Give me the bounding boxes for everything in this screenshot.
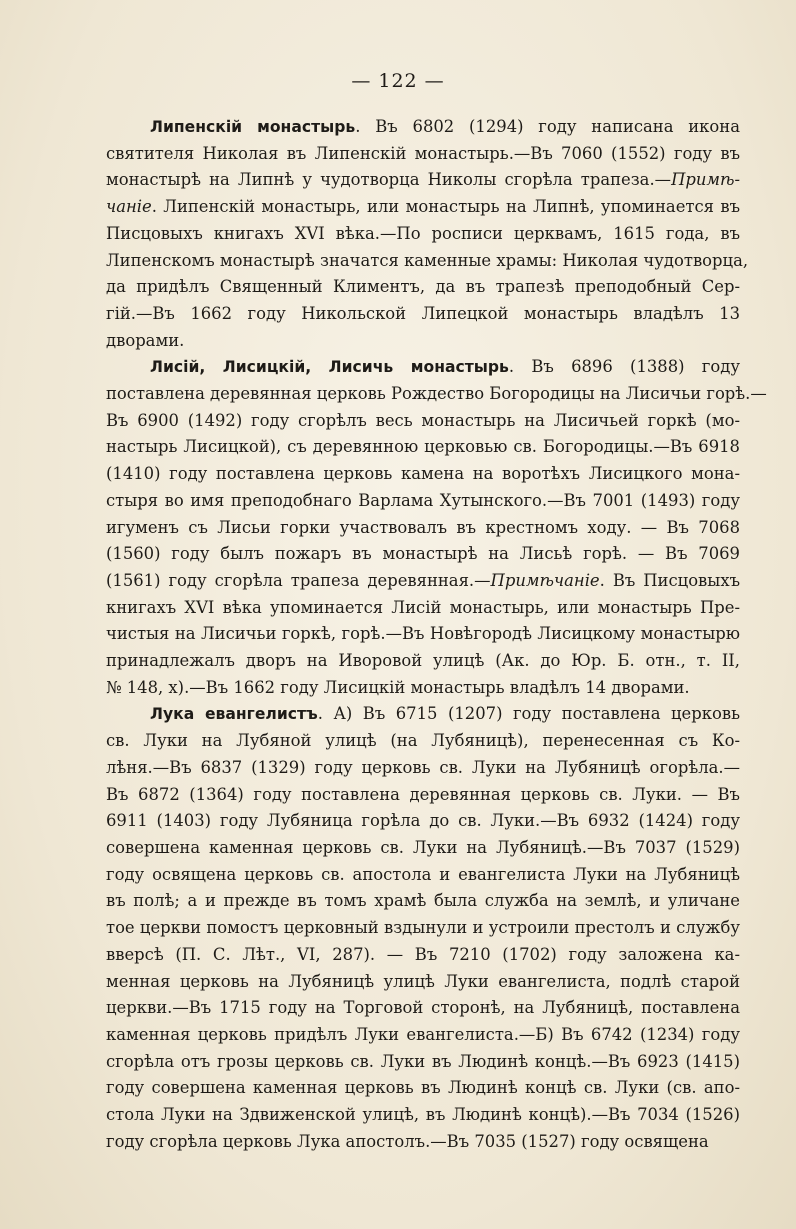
text-line — [106, 274, 740, 301]
text-segment: св. Луки на Лубяной улицѣ (на Лубяницѣ), перенесенная съ Ко- — [106, 731, 740, 751]
text-line — [106, 1102, 740, 1129]
text-line — [106, 488, 740, 515]
text-line — [106, 808, 740, 835]
text-segment: церкви.—Въ 1715 году на Торговой сторонѣ, на Лубяницѣ, поставлена — [106, 998, 740, 1018]
text-segment: году освящена церковь св. апостола и евангелиста Луки на Лубяницѣ — [106, 864, 740, 884]
text-line — [106, 1049, 740, 1076]
text-line — [106, 354, 740, 381]
text-segment: дворами. — [106, 330, 185, 350]
text-line — [106, 888, 740, 915]
text-segment: книгахъ XVI вѣка упоминается Лисій монастырь, или монастырь Пре- — [106, 597, 740, 617]
text-segment: гій.—Въ 1662 году Никольской Липецкой монастырь владѣлъ 13 — [106, 303, 740, 323]
entry-headword: Лисій, Лисицкій, Лисичь монастырь — [150, 358, 509, 377]
text-segment: № 148, х).—Въ 1662 году Лисицкій монастырь владѣлъ 14 дворами. — [106, 677, 690, 697]
text-line — [106, 755, 740, 782]
text-segment: стыря во имя преподобнаго Варлама Хутынского.—Въ 7001 (1493) году — [106, 490, 740, 510]
text-line — [106, 1022, 740, 1049]
text-segment: святителя Николая въ Липенскій монастырь.—Въ 7060 (1552) году въ — [106, 143, 740, 163]
text-segment: Въ 6872 (1364) году поставлена деревянная церковь св. Луки. — Въ — [106, 784, 740, 804]
entry-paragraph — [106, 354, 767, 701]
text-line — [106, 568, 740, 595]
text-segment: (1560) году былъ пожаръ въ монастырѣ на Лисьѣ горѣ. — Въ 7069 — [106, 544, 740, 564]
text-line — [106, 141, 740, 168]
text-line — [106, 782, 740, 809]
text-line — [106, 114, 740, 141]
text-line — [106, 595, 740, 622]
italic-term: чаніе — [106, 197, 152, 217]
text-line — [106, 728, 740, 755]
text-segment: да придѣлъ Священный Климентъ, да въ трапезѣ преподобный Сер- — [106, 277, 740, 297]
text-segment: . Липенскій монастырь, или монастырь на Липнѣ, упоминается въ — [151, 197, 740, 217]
text-segment: игуменъ съ Лисьи горки участвовалъ въ крестномъ ходу. — Въ 7068 — [106, 517, 740, 537]
text-segment: году совершена каменная церковь въ Людинѣ концѣ св. Луки (св. апо- — [106, 1078, 740, 1098]
text-line — [106, 221, 740, 248]
text-segment: лѣня.—Въ 6837 (1329) году церковь св. Луки на Лубяницѣ огорѣла.— — [106, 757, 740, 777]
text-segment: каменная церковь придѣлъ Луки евангелиста.—Б) Въ 6742 (1234) году — [106, 1024, 740, 1044]
text-line — [106, 648, 740, 675]
italic-term: Примѣчаніе — [490, 570, 600, 590]
entry-paragraph — [106, 701, 740, 1155]
text-segment: (1410) году поставлена церковь камена на воротѣхъ Лисицкого мона- — [106, 464, 740, 484]
text-segment: Въ 6900 (1492) году сгорѣлъ весь монастырь на Лисичьей горкѣ (мо- — [106, 410, 740, 430]
text-segment: 6911 (1403) году Лубяница горѣла до св. Луки.—Въ 6932 (1424) году — [106, 811, 740, 831]
text-segment: сгорѣла отъ грозы церковь св. Луки въ Людинѣ концѣ.—Въ 6923 (1415) — [106, 1051, 740, 1071]
text-line — [106, 942, 740, 969]
text-segment: вверсѣ (П. С. Лѣт., VI, 287). — Въ 7210 (1702) году заложена ка- — [106, 944, 740, 964]
text-line — [106, 675, 740, 702]
text-segment: въ полѣ; а и прежде въ томъ храмѣ была служба на землѣ, и уличане — [106, 891, 740, 911]
text-segment: совершена каменная церковь св. Луки на Лубяницѣ.—Въ 7037 (1529) — [106, 837, 740, 857]
text-segment: тое церкви помостъ церковный вздынули и устроили престолъ и службу — [106, 918, 740, 938]
text-segment: Писцовыхъ книгахъ XVI вѣка.—По росписи церквамъ, 1615 года, въ — [106, 223, 740, 243]
text-line — [106, 835, 740, 862]
text-line — [106, 862, 740, 889]
text-segment: году сгорѣла церковь Лука апостолъ.—Въ 7035 (1527) году освящена — [106, 1131, 709, 1151]
text-line — [106, 194, 740, 221]
text-line — [106, 408, 740, 435]
text-line — [106, 995, 740, 1022]
text-line — [106, 301, 740, 328]
text-segment: . А) Въ 6715 (1207) году поставлена церковь — [317, 704, 741, 724]
text-line — [106, 167, 740, 194]
entry-headword: Липенскій монастырь — [150, 118, 356, 136]
body-text — [106, 114, 767, 1155]
text-segment: менная церковь на Лубяницѣ улицѣ Луки евангелиста, подлѣ старой — [106, 971, 740, 991]
text-line — [106, 461, 740, 488]
text-segment: чистыя на Лисичьи горкѣ, горѣ.—Въ Новѣгородѣ Лисицкому монастырю — [106, 624, 740, 644]
text-segment: Липенскомъ монастырѣ значатся каменные храмы: Николая чудотворца, — [106, 250, 749, 270]
text-line — [106, 381, 767, 408]
text-line — [106, 969, 740, 996]
text-line — [106, 541, 740, 568]
text-line — [106, 1075, 740, 1102]
text-line — [106, 621, 740, 648]
text-line — [106, 915, 740, 942]
text-line — [106, 701, 740, 728]
text-segment: . Въ 6802 (1294) году написана икона — [355, 117, 740, 136]
text-line — [106, 1129, 740, 1156]
entry-headword: Лука евангелистъ — [150, 705, 318, 724]
text-line — [106, 328, 740, 355]
text-line — [106, 515, 740, 542]
text-segment: принадлежалъ дворъ на Иворовой улицѣ (Ак. до Юр. Б. отн., т. II, — [106, 651, 740, 671]
text-segment: стола Луки на Здвиженской улицѣ, въ Людинѣ концѣ).—Въ 7034 (1526) — [106, 1105, 740, 1125]
entry-paragraph — [106, 114, 749, 354]
text-segment: монастырѣ на Липнѣ у чудотворца Николы сгорѣла трапеза.— — [106, 170, 672, 190]
text-segment: . Въ 6896 (1388) году — [508, 357, 740, 377]
text-segment: поставлена деревянная церковь Рождество Богородицы на Лисичьи горѣ.— — [106, 384, 767, 404]
italic-term: Примѣ- — [671, 170, 740, 190]
page-number: — 122 — — [351, 70, 445, 92]
text-line — [106, 248, 749, 275]
text-line — [106, 434, 740, 461]
text-segment: настырь Лисицкой), съ деревянною церковью св. Богородицы.—Въ 6918 — [106, 437, 740, 457]
text-segment: . Въ Писцовыхъ — [599, 570, 741, 590]
text-segment: (1561) году сгорѣла трапеза деревянная.— — [106, 570, 491, 590]
